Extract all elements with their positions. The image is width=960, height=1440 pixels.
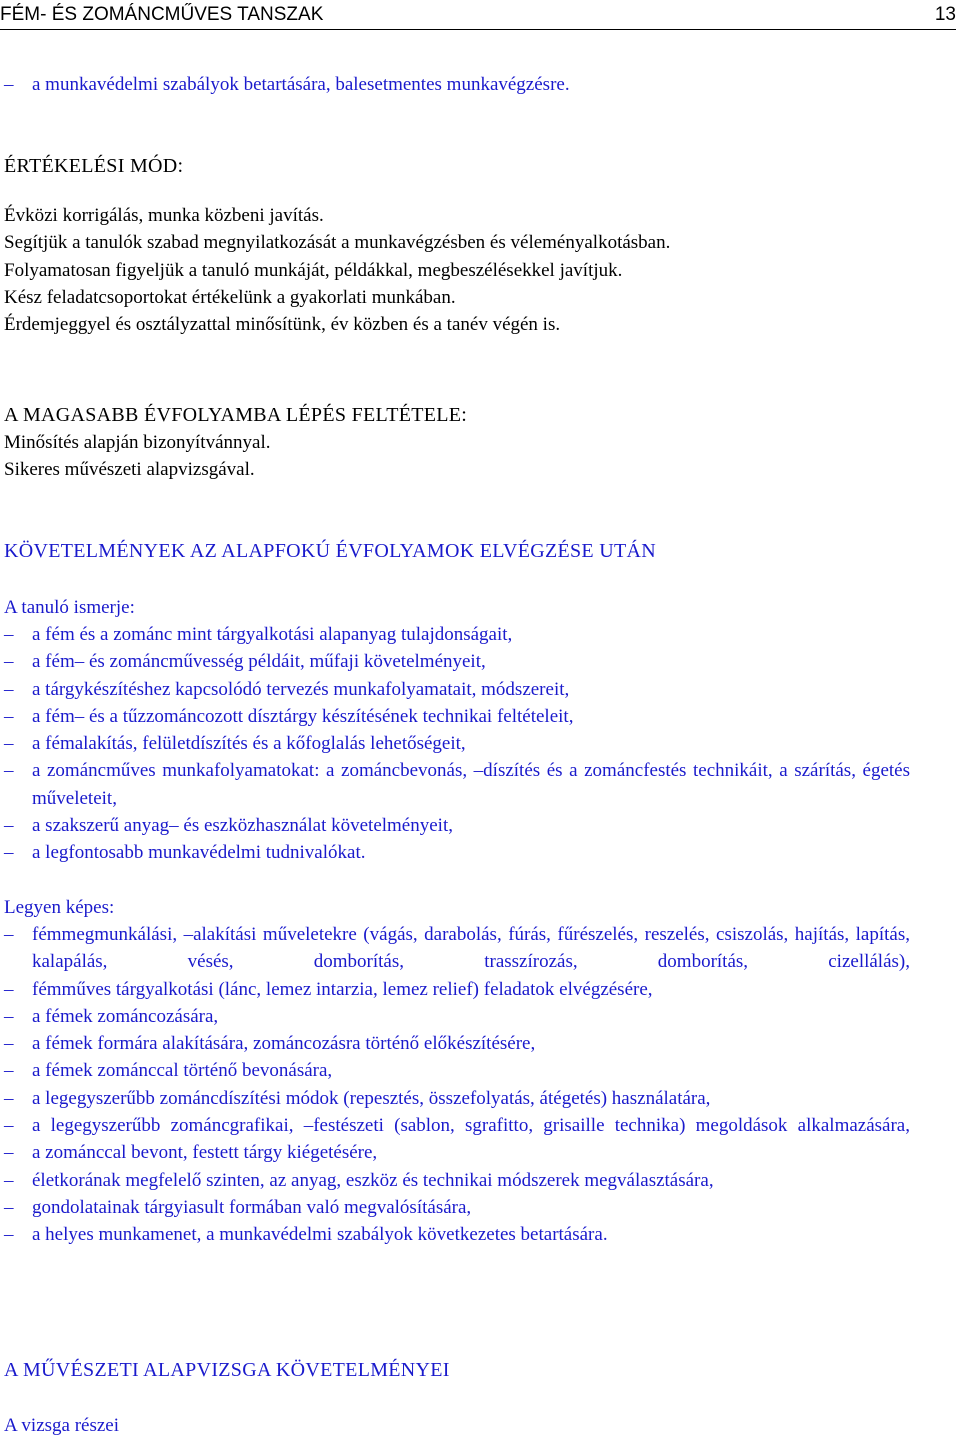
list-item: – a tárgykészítéshez kapcsolódó tervezés munkafolyamatait, módszereit, (4, 676, 910, 703)
dash-bullet-icon: – (4, 1142, 14, 1164)
knows-list (4, 621, 910, 867)
list-item: – a legegyszerűbb zománcdíszítési módok (repesztés, összefolyatás, átégetés) használatára, (4, 1085, 910, 1112)
paragraph-line: Minősítés alapján bizonyítvánnyal. (4, 432, 271, 453)
exam-heading: A MŰVÉSZETI ALAPVIZSGA KÖVETELMÉNYEI (4, 1359, 450, 1381)
dash-bullet-icon: – (4, 1087, 14, 1109)
dash-bullet-icon: – (4, 1033, 14, 1055)
list-item: – a fémalakítás, felületdíszítés és a kőfoglalás lehetőségeit, (4, 730, 910, 757)
paragraph-line: Segítjük a tanulók szabad megnyilatkozását a munkavégzésben és véleményalkotásban. (4, 232, 671, 254)
dash-bullet-icon: – (4, 1005, 14, 1027)
dash-bullet-icon: – (4, 815, 14, 837)
evaluation-text (4, 202, 910, 338)
dash-bullet-icon: – (4, 1196, 14, 1218)
list-item: – a fém– és zománcművesség példáit, műfaji követelményeit, (4, 648, 910, 675)
header-divider (0, 29, 956, 30)
list-item: – a fém– és a tűzzománcozott dísztárgy készítésének technikai feltételeit, (4, 703, 910, 730)
list-item: – a helyes munkamenet, a munkavédelmi szabályok következetes betartására. (4, 1221, 910, 1248)
paragraph-line: Érdemjeggyel és osztályzattal minősítünk, év közben és a tanév végén is. (4, 314, 561, 336)
evaluation-heading: ÉRTÉKELÉSI MÓD: (4, 155, 184, 177)
list-item: – a zománcműves munkafolyamatokat: a zománcbevonás, –díszítés és a zománcfestés technikáit, a szárítás, égetés műveleteit, (4, 757, 910, 812)
list-item: – fémműves tárgyalkotási (lánc, lemez intarzia, lemez relief) feladatok elvégzésére, (4, 976, 910, 1003)
dash-bullet-icon: – (4, 1169, 14, 1191)
list-item: – fémmegmunkálási, –alakítási műveletekre (vágás, darabolás, fúrás, fűrészelés, reszelés, csiszolás, hajítás, lapítás, kalapálás, vésés, domborítás, trasszírozás, domborítás, cizellálás), (4, 921, 910, 976)
dash-bullet-icon: – (4, 924, 14, 945)
dash-bullet-icon: – (4, 651, 14, 673)
list-item: – a fémek zománcozására, (4, 1003, 910, 1030)
advancement-text (4, 429, 910, 484)
dash-bullet-icon: – (4, 760, 14, 782)
able-list (4, 921, 910, 1249)
paragraph-line: Kész feladatcsoportokat értékelünk a gyakorlati munkában. (4, 286, 456, 308)
page-header (0, 3, 956, 29)
dash-bullet-icon: – (4, 678, 14, 700)
page-number: 13 (934, 4, 956, 25)
list-item: – gondolatainak tárgyiasult formában való megvalósítására, (4, 1194, 910, 1221)
header-title: FÉM- ÉS ZOMÁNCMŰVES TANSZAK (0, 4, 324, 25)
dash-bullet-icon: – (4, 1224, 14, 1246)
knows-label: A tanuló ismerje: (4, 597, 135, 618)
dash-bullet-icon: – (4, 842, 14, 864)
dash-bullet-icon: – (4, 978, 14, 1000)
list-item: – életkorának megfelelő szinten, az anyag, eszköz és technikai módszerek megválasztására, (4, 1167, 910, 1194)
list-item: – a fém és a zománc mint tárgyalkotási alapanyag tulajdonságait, (4, 621, 910, 648)
dash-bullet-icon: – (4, 1060, 14, 1082)
dash-bullet-icon: – (4, 624, 14, 645)
list-item: – a fémek zománccal történő bevonására, (4, 1057, 910, 1084)
dash-bullet-icon: – (4, 733, 14, 755)
list-item: – a legegyszerűbb zománcgrafikai, –festészeti (sablon, sgrafitto, grisaille technika) megoldások alkalmazására, (4, 1112, 910, 1139)
list-item: – a munkavédelmi szabályok betartására, balesetmentes munkavégzésre. (4, 71, 910, 98)
dash-bullet-icon: – (4, 705, 14, 727)
list-item: – a szakszerű anyag– és eszközhasználat követelményeit, (4, 812, 910, 839)
intro-list (4, 71, 910, 98)
exam-subheading: A vizsga részei (4, 1415, 120, 1436)
requirements-heading: KÖVETELMÉNYEK AZ ALAPFOKÚ ÉVFOLYAMOK ELVÉGZÉSE UTÁN (4, 540, 656, 562)
able-label: Legyen képes: (4, 897, 115, 918)
list-item: – a fémek formára alakítására, zománcozásra történő előkészítésére, (4, 1030, 910, 1057)
dash-bullet-icon: – (4, 74, 14, 95)
list-item: – a zománccal bevont, festett tárgy kiégetésére, (4, 1139, 910, 1166)
paragraph-line: Évközi korrigálás, munka közbeni javítás. (4, 205, 324, 226)
list-item: – a legfontosabb munkavédelmi tudnivalókat. (4, 839, 910, 866)
advancement-heading: A MAGASABB ÉVFOLYAMBA LÉPÉS FELTÉTELE: (4, 404, 468, 426)
dash-bullet-icon: – (4, 1115, 14, 1137)
paragraph-line: Folyamatosan figyeljük a tanuló munkáját, példákkal, megbeszélésekkel javítjuk. (4, 259, 623, 281)
paragraph-line: Sikeres művészeti alapvizsgával. (4, 459, 255, 481)
